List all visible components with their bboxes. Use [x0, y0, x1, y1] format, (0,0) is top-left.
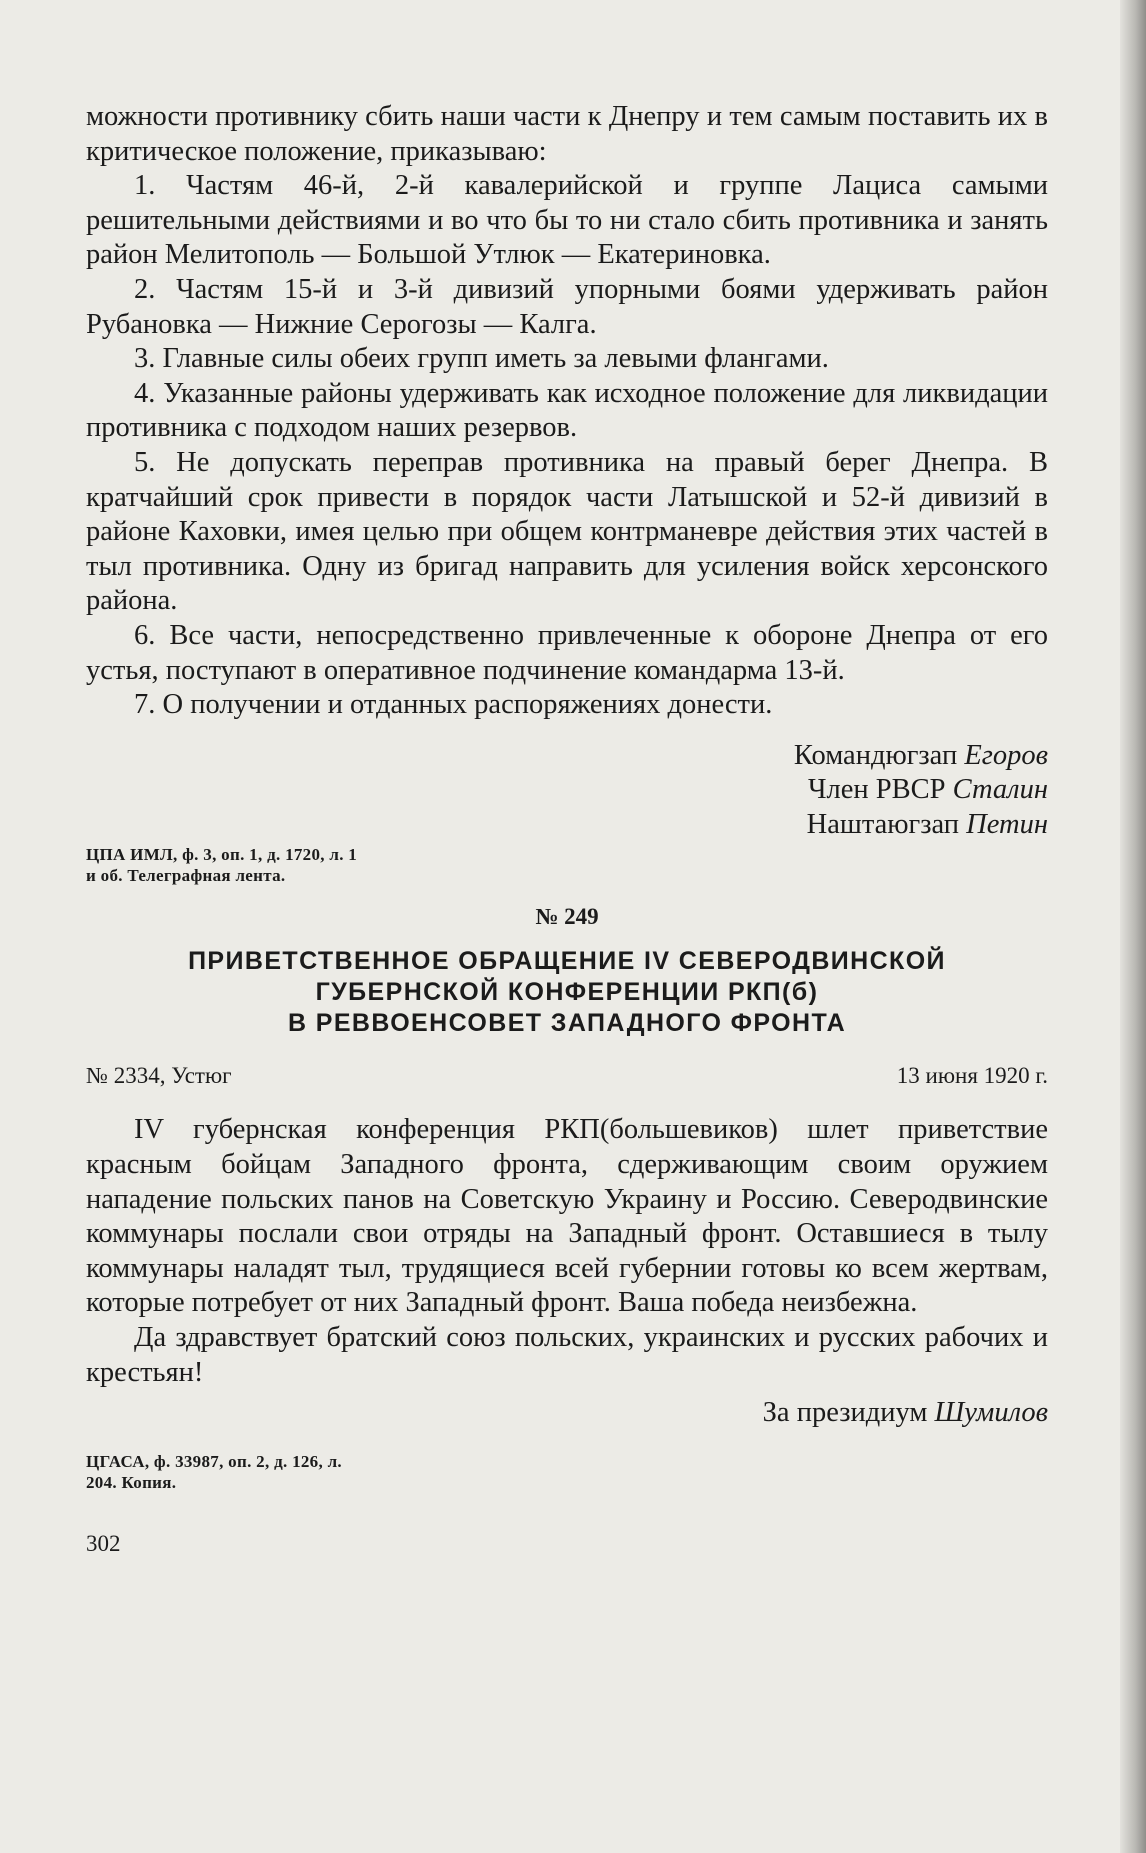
order-source: [86, 844, 1048, 886]
order-item-1: 1. Частям 46-й, 2-й кавалерийской и группе Лациса самыми решительными действиями и во что бы то ни стало сбить противника и занять район Мелитополь — Большой Утлюк — Екатериновка.: [86, 170, 1048, 271]
signature-name: Егоров: [964, 739, 1048, 771]
document-number: № 249: [535, 904, 599, 930]
source-line: ЦГАСА, ф. 33987, оп. 2, д. 126, л.: [86, 1451, 342, 1471]
order-signatures: [86, 739, 1048, 843]
document-page: [86, 100, 1048, 1559]
greeting-source: [86, 1451, 1048, 1493]
order-item-3: 3. Главные силы обеих групп иметь за левыми флангами.: [134, 343, 829, 375]
order-item-6: 6. Все части, непосредственно привлеченные к обороне Днепра от его устья, поступают в оперативное подчинение командарма 13-й.: [86, 619, 1048, 686]
signature-line: [86, 739, 1048, 774]
greeting-signature: [86, 1396, 1048, 1431]
signature-title: Командюгзап: [793, 739, 958, 771]
order-item-4: 4. Указанные районы удерживать как исходное положение для ликвидации противника с подходом наших резервов.: [86, 377, 1048, 444]
greeting-body: [86, 1113, 1048, 1390]
order-item-5: 5. Не допускать переправ противника на правый берег Днепра. В кратчайший срок привести в порядок части Латышской и 52-й дивизий в районе Каховки, имея целью при общем контрманевре действия этих частей в тыл противника. Одну из бригад направить для усиления войск херсонского района.: [86, 446, 1048, 617]
signature-name: Шумилов: [934, 1397, 1048, 1429]
order-item-2: 2. Частям 15-й и 3-й дивизий упорными боями удерживать район Рубановка — Нижние Серогозы — Калга.: [86, 273, 1048, 340]
dateline: [86, 1061, 1048, 1091]
page-edge-shadow: [1120, 0, 1146, 1853]
document-place: № 2334, Устюг: [86, 1063, 232, 1089]
document-heading: [86, 946, 1048, 1039]
heading-line: В РЕВВОЕНСОВЕТ ЗАПАДНОГО ФРОНТА: [287, 1009, 847, 1038]
order-intro: можности противнику сбить наши части к Днепру и тем самым поставить их в критическое положение, приказываю:: [86, 101, 1048, 167]
order-item-7: 7. О получении и отданных распоряжениях донести.: [134, 689, 773, 721]
signature-title: За президиум: [762, 1397, 928, 1429]
signature-name: Петин: [966, 808, 1048, 840]
greeting-paragraph: Да здравствует братский союз польских, украинских и русских рабочих и крестьян!: [86, 1322, 1048, 1388]
source-line: и об. Телеграфная лента.: [86, 866, 286, 886]
heading-line: ПРИВЕТСТВЕННОЕ ОБРАЩЕНИЕ IV СЕВЕРОДВИНСКОЙ: [188, 947, 946, 976]
signature-title: Наштаюгзап: [806, 808, 960, 840]
source-line: ЦПА ИМЛ, ф. 3, оп. 1, д. 1720, л. 1: [86, 845, 358, 865]
heading-line: ГУБЕРНСКОЙ КОНФЕРЕНЦИИ РКП(б): [315, 978, 819, 1007]
signature-line: [86, 808, 1048, 843]
signature-name: Сталин: [952, 774, 1048, 806]
source-line: 204. Копия.: [86, 1472, 177, 1492]
signature-line: [86, 773, 1048, 808]
signature-title: Член РВСР: [807, 774, 946, 806]
greeting-paragraph: IV губернская конференция РКП(большевиков) шлет приветствие красным бойцам Западного фронта, сдерживающим своим оружием нападение польских панов на Советскую Украину и Россию. Северодвинские коммунары послали свои отряды на Западный фронт. Оставшиеся в тылу коммунары наладят тыл, трудящиеся всей губернии готовы ко всем жертвам, которые потребует от них Западный фронт. Ваша победа неизбежна.: [86, 1114, 1048, 1319]
document-date: 13 июня 1920 г.: [896, 1063, 1048, 1089]
page-number: 302: [86, 1530, 121, 1556]
